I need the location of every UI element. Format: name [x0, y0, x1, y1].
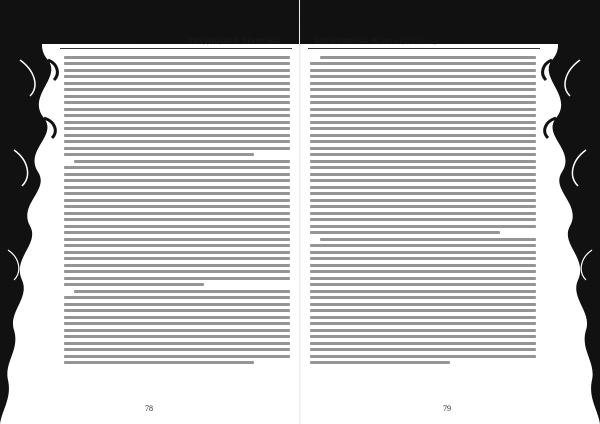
left-header-rule: [60, 48, 292, 49]
left-running-head: ТРАДИЦИИ И ПРОРОКИ: [188, 36, 280, 45]
left-gothic-flourish-icon: [0, 0, 64, 424]
right-page: [300, 0, 600, 424]
left-body-text: [64, 52, 290, 402]
right-header-rule: [308, 48, 540, 49]
left-page-number: 78: [145, 404, 153, 413]
right-gothic-flourish-icon: [536, 0, 600, 424]
right-side-ornament: [536, 0, 600, 424]
right-page-number: 79: [443, 404, 451, 413]
right-running-head: АПОКРИФ104: 06.2016 (115.2е.п.): [314, 36, 438, 45]
right-body-text: [310, 52, 536, 402]
left-side-ornament: [0, 0, 64, 424]
